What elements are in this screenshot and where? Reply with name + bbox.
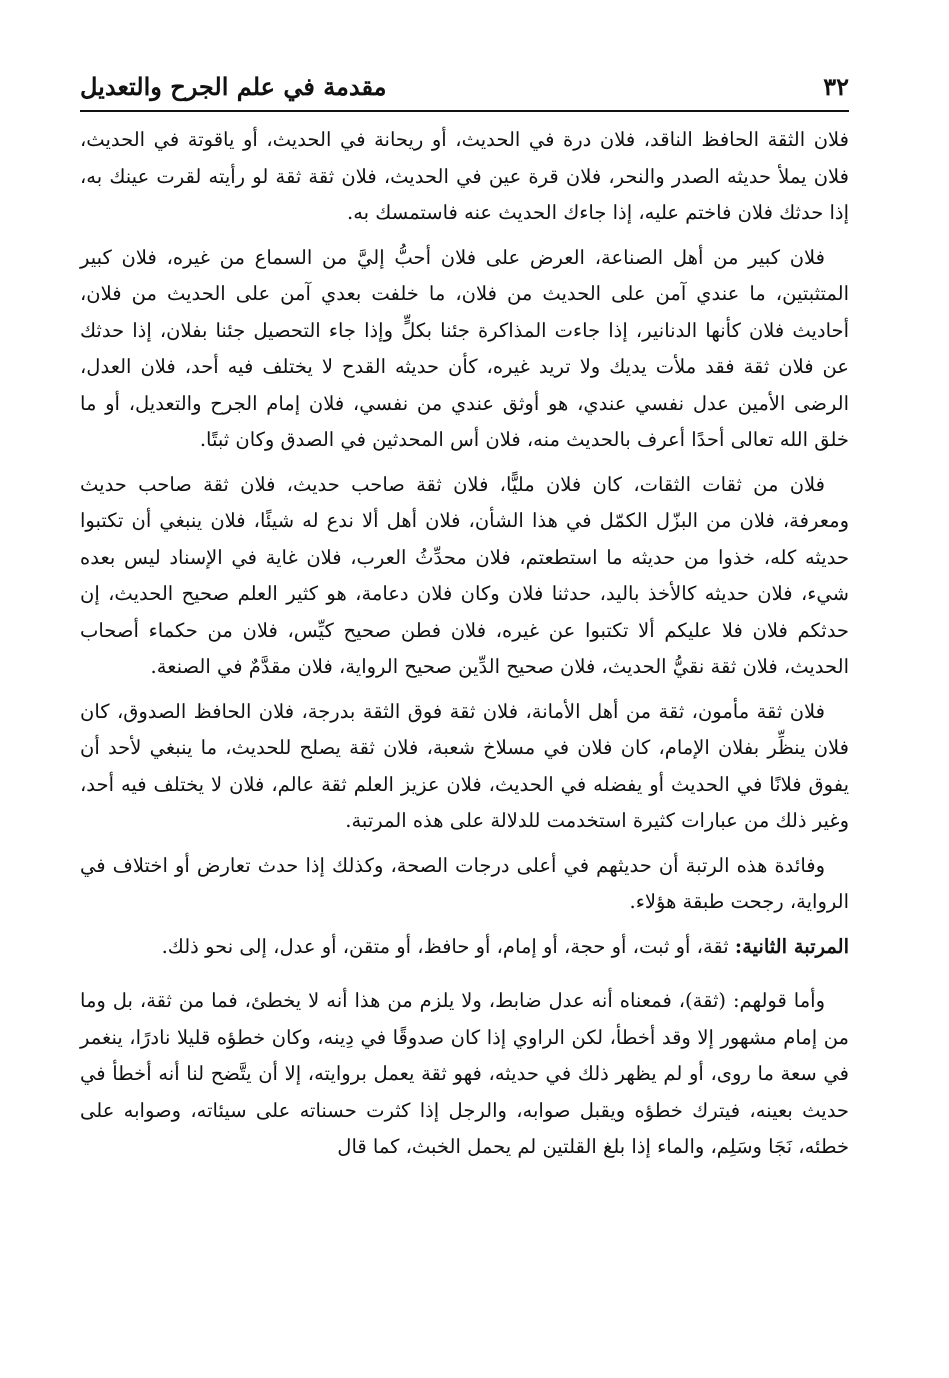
paragraph-2: فلان كبير من أهل الصناعة، العرض على فلان أحبُّ إليَّ من السماع من غيره، فلان كبير المتثبتين، ما عندي آمن على الحديث من فلان، ما خلفت بعدي آمن على الحديث من فلان، أحاديث فلان كأنها الدنانير، إذا جاءت المذاكرة جئنا بكلٍّ وإذا جاء التحصيل جئنا بفلان، إذا حدثك عن فلان ثقة فقد ملأت يديك ولا تريد غيره، كأن حديثه القدح لا يختلف فيه أحد، فلان العدل، الرضى الأمين عدل نفسي عندي، هو أوثق عندي من نفسي، فلان إمام الجرح والتعديل، أو ما خلق الله تعالى أحدًا أعرف بالحديث منه، فلان أس المحدثين في الصدق وكان ثبتًا. [80, 245, 849, 451]
level-two-label: المرتبة الثانية: [734, 934, 849, 958]
level-two-paragraph [80, 929, 849, 966]
closing-paragraph: وأما قولهم: (ثقة)، فمعناه أنه عدل ضابط، ولا يلزم من هذا أنه لا يخطئ، فما من ثقة، بل وما من إمام مشهور إلا وقد أخطأ، لكن الراوي إذا كان صدوقًا في دِينه، وكان خطؤه قليلا نادرًا، ينغمر في سعة ما روى، أو لم يظهر ذلك في حديثه، فهو ثقة يعمل بروايته، إلا أن يتَّضح لنا أنه أخطأ في حديث بعينه، فيترك خطؤه ويقبل صوابه، والرجل إذا كثرت حسناته على سيئاته، وصوابه على خطئه، نَجَا وسَلِم، والماء إذا بلغ القلتين لم يحمل الخبث، كما قال [80, 989, 849, 1158]
level-two-text: ثقة، أو ثبت، أو حجة، أو إمام، أو حافظ، أو متقن، أو عدل، إلى نحو ذلك. [161, 934, 735, 958]
header-rule [80, 110, 849, 112]
running-header [80, 66, 849, 106]
paragraph-4: فلان ثقة مأمون، ثقة من أهل الأمانة، فلان ثقة فوق الثقة بدرجة، فلان الحافظ الصدوق، كان فلان ينظِّر بفلان الإمام، كان فلان في مسلاخ شعبة، فلان ثقة يصلح للحديث، ما ينبغي لأحد أن يفوق فلانًا في الحديث أو يفضله في الحديث، فلان عزيز العلم ثقة عالم، فلان لا يختلف فيه أحد، وغير ذلك من عبارات كثيرة استخدمت للدلالة على هذه المرتبة. [80, 699, 849, 832]
page-body [80, 122, 849, 1174]
paragraph-1: فلان الثقة الحافظ الناقد، فلان درة في الحديث، أو ريحانة في الحديث، أو ياقوتة في الحديث، فلان يملأ حديثه الصدر والنحر، فلان قرة عين في الحديث، فلان ثقة ثقة لو رأيته لقرت عينك به، إذا حدثك فلان فاختم عليه، إذا جاءك الحديث عنه فاستمسك به. [80, 128, 849, 224]
paragraph-5: وفائدة هذه الرتبة أن حديثهم في أعلى درجات الصحة، وكذلك إذا حدث تعارض أو اختلاف في الرواية، رجحت طبقة هؤلاء. [80, 853, 849, 913]
page-number: ٣٢ [823, 71, 849, 101]
paragraph-3: فلان من ثقات الثقات، كان فلان مليًّا، فلان ثقة صاحب حديث، فلان ثقة صاحب حديث ومعرفة، فلان من البزّل الكمّل في هذا الشأن، فلان أهل ألا ندع له شيئًا، فلان ينبغي أن تكتبوا حديثه كله، خذوا من حديثه ما استطعتم، فلان محدِّثُ العرب، فلان غاية في الإسناد ليس بعده شيء، فلان حديثه كالأخذ باليد، حدثنا فلان وكان فلان دعامة، هو كثير العلم صحيح الحديث، إن حدثكم فلان فلا عليكم ألا تكتبوا عن غيره، فلان فطن صحيح كيِّس، فلان من حكماء أصحاب الحديث، فلان ثقة نقيُّ الحديث، فلان صحيح الدِّين صحيح الرواية، فلان مقدَّمٌ في الصنعة. [80, 472, 849, 678]
running-header-title: مقدمة في علم الجرح والتعديل [80, 71, 387, 101]
